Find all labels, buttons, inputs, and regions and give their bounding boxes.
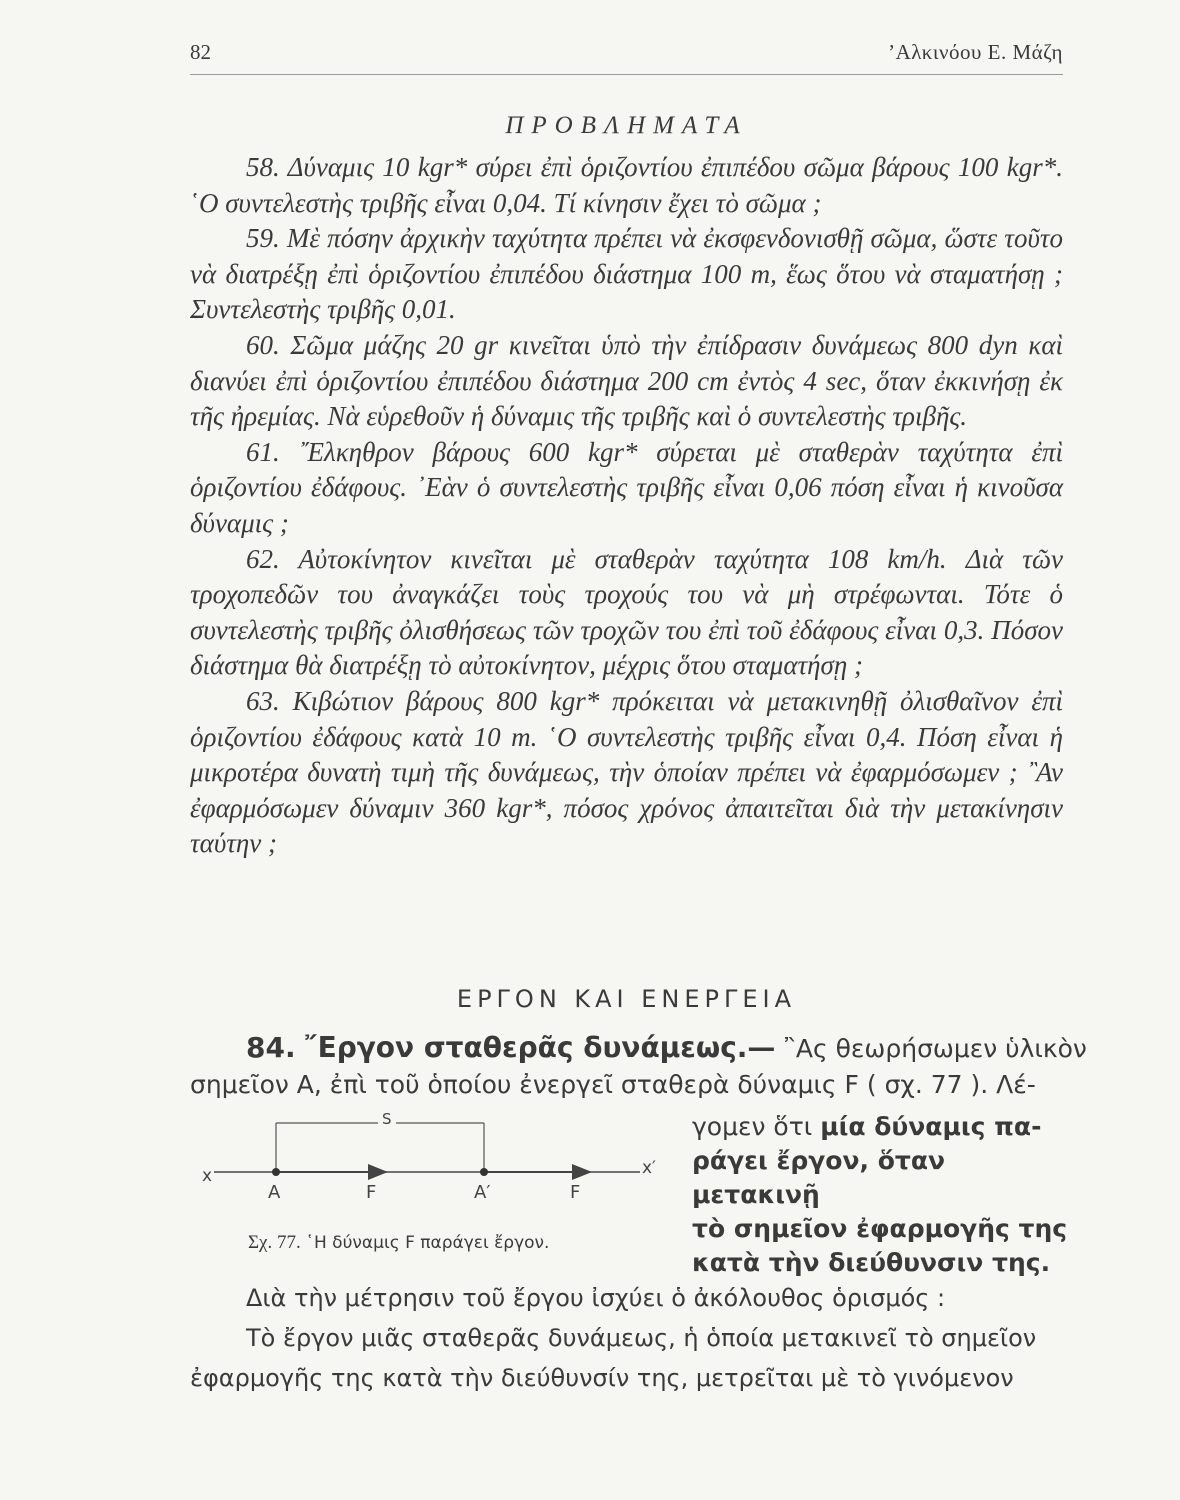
paragraph-2-line-1 xyxy=(190,1318,1063,1358)
body-text xyxy=(190,1278,1063,1398)
paragraph-2-line-2: ἐφαρμογῆς της κατὰ τὴν διεύθυνσίν της, μετρεῖται μὲ τὸ γινόμενον xyxy=(190,1364,1014,1392)
section-84-line-2: σημεῖον A, ἐπὶ τοῦ ὁποίου ἐνεργεῖ σταθερὰ δύναμις F ( σχ. 77 ). Λέ- xyxy=(190,1070,1036,1099)
problem-number: 58. xyxy=(246,152,280,182)
label-f1: F xyxy=(366,1182,377,1203)
section-84-number: 84. xyxy=(246,1031,296,1064)
problems-list xyxy=(190,150,1063,862)
running-head: ’Αλκινόου Ε. Μάζη xyxy=(888,40,1063,64)
force-diagram xyxy=(200,1110,670,1220)
figure-caption xyxy=(248,1232,549,1254)
problem-number: 60. xyxy=(246,329,280,360)
page-number: 82 xyxy=(190,40,211,64)
problem-text: ῎Ελκηθρον βάρους 600 kgr* σύρεται μὲ σταθερὰν ταχύτητα ἐπὶ ὁριζοντίου ἐδάφους. ᾿Εὰν ὁ συντελεστὴς τριβῆς εἶναι 0,06 πόση εἶναι ἡ κινοῦσα δύναμις ; xyxy=(190,436,1063,538)
problem-number: 62. xyxy=(246,543,280,574)
definition-line-1-bold: μία δύναμις πα- xyxy=(820,1112,1042,1141)
paragraph-2-text-1: Τὸ ἔργον μιᾶς σταθερᾶς δυνάμεως, ἡ ὁποία μετακινεῖ τὸ σημεῖον xyxy=(246,1324,1037,1352)
problem-number: 59. xyxy=(246,223,280,254)
problem-text: Μὲ πόσην ἀρχικὴν ταχύτητα πρέπει νὰ ἐκσφενδονισθῇ σῶμα, ὥστε τοῦτο νὰ διατρέξῃ ἐπὶ ὁριζοντίου ἐπιπέδου διάστημα 100 m, ἕως ὅτου νὰ σταματήσῃ ; Συντελεστὴς τριβῆς 0,01. xyxy=(190,223,1064,325)
problem-58 xyxy=(190,150,1063,221)
label-s: S xyxy=(378,1110,396,1128)
section-title: ΕΡΓΟΝ ΚΑΙ ΕΝΕΡΓΕΙΑ xyxy=(456,985,797,1013)
problem-text: Σῶμα μάζης 20 gr κινεῖται ὑπὸ τὴν ἐπίδρασιν δυνάμεως 800 dyn καὶ διανύει ἐπὶ ὁριζοντίου ἐπιπέδου διάστημα 200 cm ἐντὸς 4 sec, ὅταν ἐκκινήσῃ ἐκ τῆς ἠρεμίας. Νὰ εὑρεθοῦν ἡ δύναμις τῆς τριβῆς καὶ ὁ συντελεστὴς τριβῆς. xyxy=(190,329,1063,432)
section-84 xyxy=(190,1030,1087,1103)
label-a: A xyxy=(268,1182,281,1203)
definition-line-1-plain: γομεν ὅτι xyxy=(692,1112,821,1141)
label-a-prime: A′ xyxy=(474,1182,491,1203)
figure-77 xyxy=(200,1110,670,1270)
caption-text: ῾Η δύναμις F παράγει ἔργον. xyxy=(305,1233,550,1253)
problem-text: Αὐτοκίνητον κινεῖται μὲ σταθερὰν ταχύτητα 108 km/h. Διὰ τῶν τροχοπεδῶν του ἀναγκάζει τοὺς τροχούς του νὰ μὴ στρέφωνται. Τότε ὁ συντελεστὴς τριβῆς ὀλισθήσεως τῶν τροχῶν του ἐπὶ τοῦ ἐδάφους εἶναι 0,3. Πόσον διάστημα θὰ διατρέξῃ τὸ αὐτοκίνητον, μέχρις ὅτου σταματήσῃ ; xyxy=(190,543,1063,681)
problem-text: Δύναμις 10 kgr* σύρει ἐπὶ ὁριζοντίου ἐπιπέδου σῶμα βάρους 100 kgr*. ῾Ο συντελεστὴς τριβῆς εἶναι 0,04. Τί κίνησιν ἔχει τὸ σῶμα ; xyxy=(190,152,1063,218)
problem-number: 61. xyxy=(246,436,280,467)
label-f2: F xyxy=(570,1182,581,1203)
label-x-prime: x′ xyxy=(642,1158,656,1178)
section-84-line-1 xyxy=(190,1030,1087,1067)
point-a xyxy=(272,1168,280,1176)
problem-63 xyxy=(190,684,1063,862)
problem-number: 63. xyxy=(246,685,280,716)
problems-title: ΠΡΟΒΛΗΜΑΤΑ xyxy=(505,112,748,139)
problem-text: Κιβώτιον βάρους 800 kgr* πρόκειται νὰ μετακινηθῇ ὀλισθαῖνον ἐπὶ ὁριζοντίου ἐδάφους κατὰ 10 m. ῾Ο συντελεστὴς τριβῆς εἶναι 0,4. Πόση εἶναι ἡ μικροτέρα δυνατὴ τιμὴ τῆς δυνάμεως, τὴν ὁποίαν πρέπει νὰ ἐφαρμόσωμεν ; ῍Αν ἐφαρμόσωμεν δύναμιν 360 kgr*, πόσος χρόνος ἀπαιτεῖται διὰ τὴν μετακίνησιν ταύτην ; xyxy=(190,685,1063,859)
problem-61 xyxy=(190,435,1063,542)
point-a-prime xyxy=(480,1168,488,1176)
definition-line-1 xyxy=(692,1110,1072,1144)
section-84-line1-rest: ῍Ας θεωρήσωμεν ὑλικὸν xyxy=(775,1034,1087,1063)
paragraph-1 xyxy=(190,1278,1063,1318)
page-header xyxy=(190,40,1063,75)
caption-prefix: Σχ. 77. xyxy=(248,1232,306,1253)
paragraph-1-text: Διὰ τὴν μέτρησιν τοῦ ἔργου ἰσχύει ὁ ἀκόλουθος ὁρισμός : xyxy=(246,1284,946,1312)
definition-line-2: ράγει ἔργον, ὅταν μετακινῇ xyxy=(692,1146,946,1209)
problem-59 xyxy=(190,221,1063,328)
section-84-heading: ῎Εργον σταθερᾶς δυνάμεως.— xyxy=(303,1031,776,1064)
definition-column xyxy=(692,1110,1072,1280)
definition-line-3: τὸ σημεῖον ἐφαρμογῆς της xyxy=(692,1214,1068,1243)
definition-line-4: κατὰ τὴν διεύθυνσιν της. xyxy=(692,1248,1051,1277)
problem-60 xyxy=(190,328,1063,435)
label-x: x xyxy=(202,1166,213,1186)
problem-62 xyxy=(190,542,1063,684)
